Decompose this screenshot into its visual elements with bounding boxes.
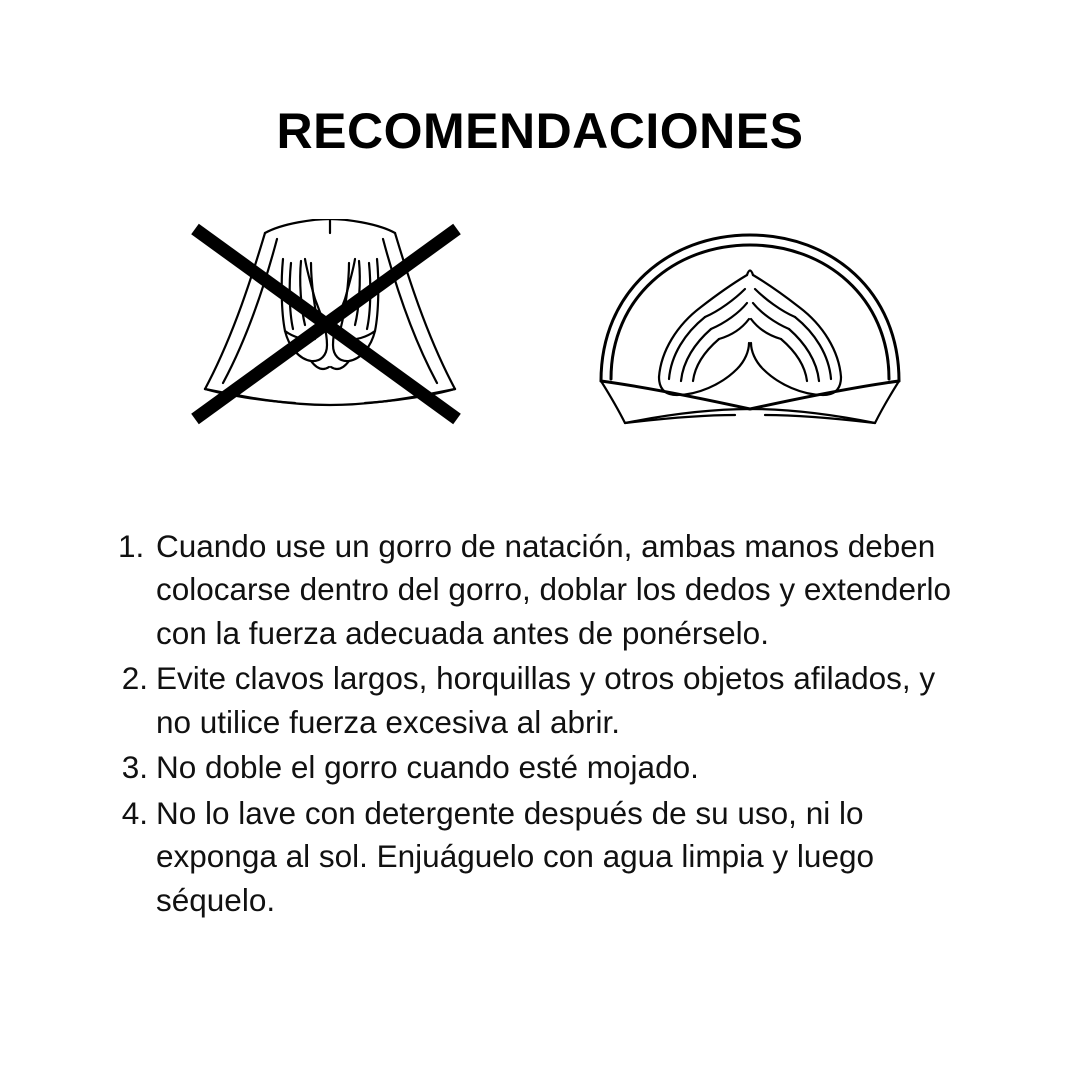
incorrect-cap-stretch-illustration (165, 219, 495, 449)
list-item-number: 2. (121, 660, 148, 697)
list-item-number: 1. (118, 528, 145, 564)
list-item (118, 792, 968, 922)
instructions-section (0, 525, 1080, 924)
list-item-text: No lo lave con detergente después de su uso, ni lo exponga al sol. Enjuáguelo con agua limpia y luego séquelo. (156, 794, 875, 918)
list-item (118, 746, 968, 789)
correct-cap-stretch-illustration (585, 219, 915, 449)
list-item-number: 4. (121, 794, 148, 831)
illustration-row (0, 219, 1080, 449)
list-item-text: No doble el gorro cuando esté mojado. (156, 749, 699, 786)
list-item-number: 3. (121, 749, 148, 786)
list-item-text: Evite clavos largos, horquillas y otros objetos afilados, y no utilice fuerza excesiva al abrir. (156, 660, 936, 740)
page-title: RECOMENDACIONES (276, 103, 804, 159)
recommendations-list (118, 525, 968, 922)
list-item (118, 525, 968, 655)
list-item-text: Cuando use un gorro de natación, ambas manos deben colocarse dentro del gorro, doblar los dedos y extenderlo con la fuerza adecuada antes de ponérselo. (156, 528, 951, 651)
list-item (118, 657, 968, 744)
